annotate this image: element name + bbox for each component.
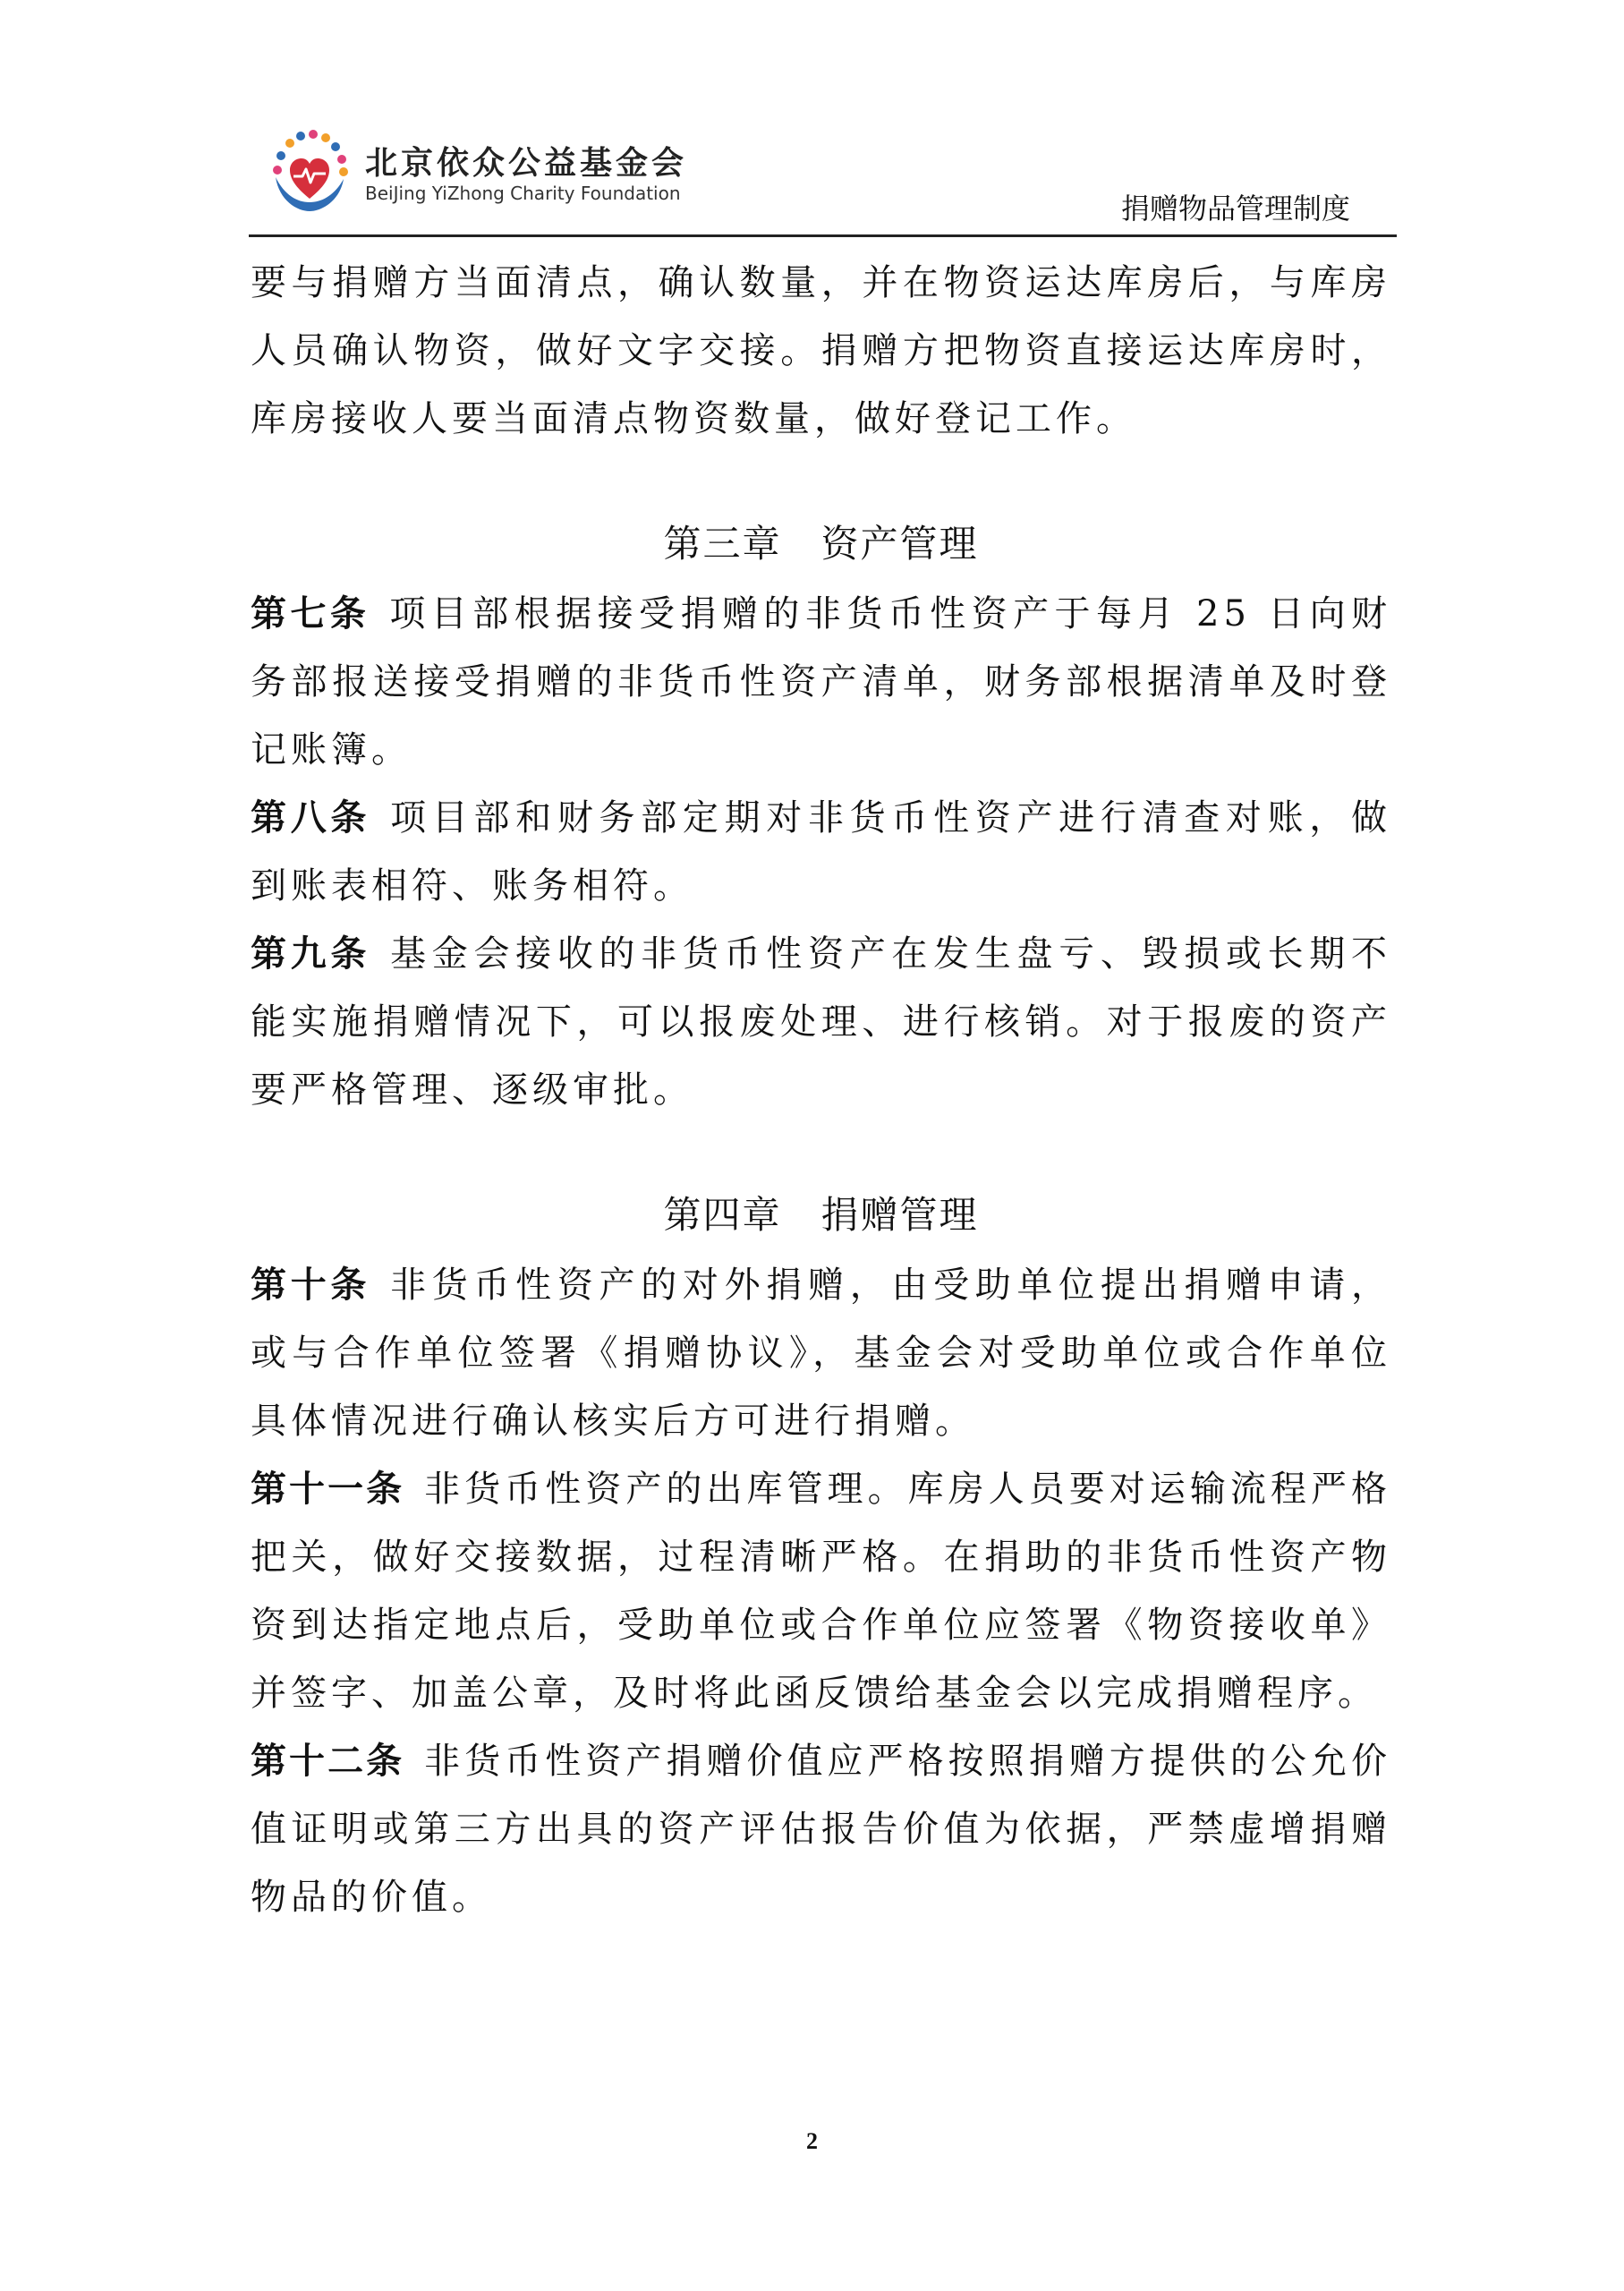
article-12-text: 非货币性资产捐赠价值应严格按照捐赠方提供的公允价值证明或第三方出具的资产评估报告价值为依据，严禁虚增捐赠物品的价值。: [251, 1741, 1392, 1918]
article-12: [251, 1727, 1391, 1931]
document-body: [251, 249, 1391, 1931]
article-7-text: 项目部根据接受捐赠的非货币性资产于每月 25 日向财务部报送接受捐赠的非货币性资产清单，财务部根据清单及时登记账簿。: [251, 593, 1392, 771]
org-name-cn: 北京依众公益基金会: [365, 145, 688, 182]
page-number: 2: [806, 2128, 818, 2154]
article-8-label: 第八条: [251, 797, 371, 839]
article-9-label: 第九条: [251, 933, 371, 975]
page-header: [249, 116, 1397, 242]
article-11: [251, 1455, 1391, 1727]
article-7-label: 第七条: [251, 593, 370, 634]
chapter-4-title: 第四章 捐赠管理: [663, 1193, 979, 1237]
document-title: 捐赠物品管理制度: [1120, 192, 1350, 226]
intro-paragraph: 要与捐赠方当面清点，确认数量，并在物资运达库房后，与库房人员确认物资，做好文字交接。捐赠方把物资直接运达库房时，库房接收人要当面清点物资数量，做好登记工作。: [251, 262, 1391, 439]
foundation-logo-icon: [267, 127, 353, 213]
article-10: [251, 1251, 1391, 1455]
article-12-label: 第十二条: [251, 1741, 405, 1782]
header-divider: [249, 234, 1397, 237]
article-10-text: 非货币性资产的对外捐赠，由受助单位提出捐赠申请，或与合作单位签署《捐赠协议》，基金会对受助单位或合作单位具体情况进行确认核实后方可进行捐赠。: [251, 1265, 1392, 1442]
article-8: [251, 784, 1391, 920]
org-name-en: BeiJing YiZhong Charity Foundation: [365, 183, 681, 204]
article-9: [251, 920, 1391, 1124]
article-7: [251, 580, 1391, 784]
article-8-text: 项目部和财务部定期对非货币性资产进行清查对账，做到账表相符、账务相符。: [251, 797, 1392, 907]
article-10-label: 第十条: [251, 1265, 371, 1306]
chapter-3-title: 第三章 资产管理: [663, 522, 979, 566]
article-11-label: 第十一条: [251, 1469, 405, 1510]
article-9-text: 基金会接收的非货币性资产在发生盘亏、毁损或长期不能实施捐赠情况下，可以报废处理、进行核销。对于报废的资产要严格管理、逐级审批。: [251, 933, 1392, 1111]
article-11-text: 非货币性资产的出库管理。库房人员要对运输流程严格把关，做好交接数据，过程清晰严格。在捐助的非货币性资产物资到达指定地点后，受助单位或合作单位应签署《物资接收单》并签字、加盖公章，及时将此函反馈给基金会以完成捐赠程序。: [251, 1469, 1392, 1714]
